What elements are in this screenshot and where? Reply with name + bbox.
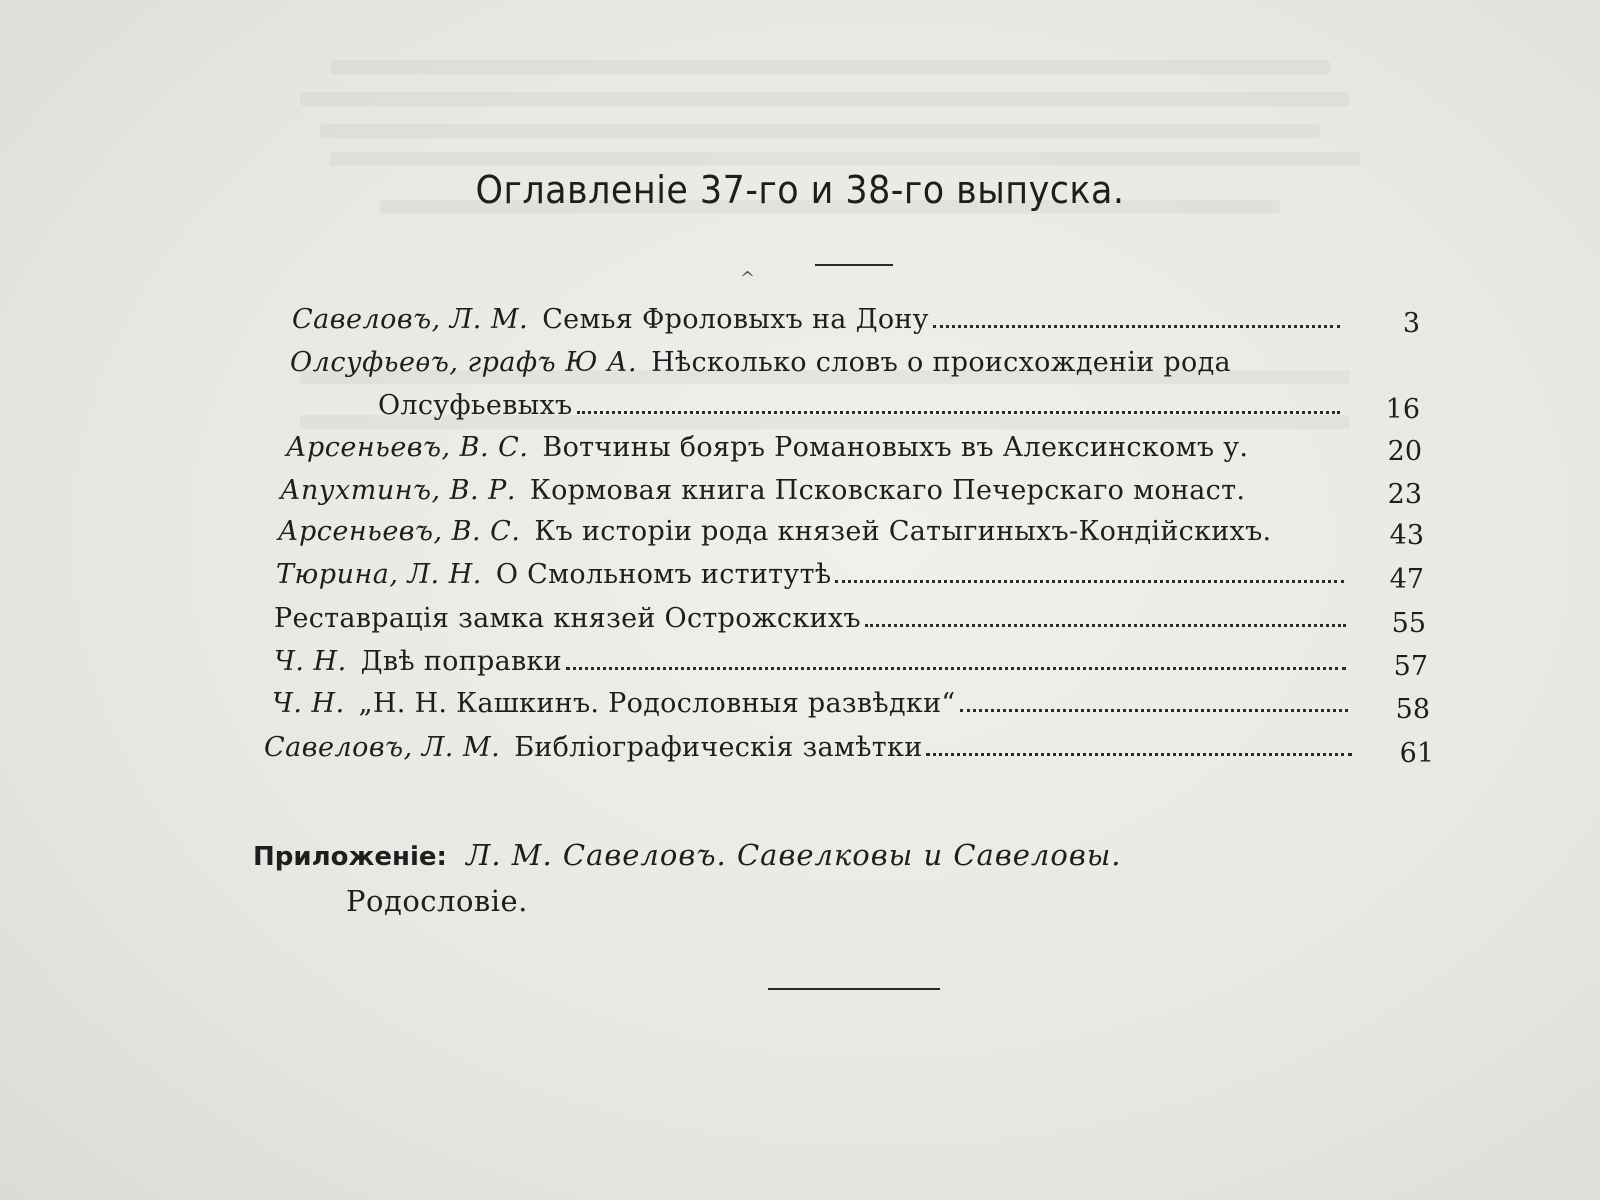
entry-author: Ч. Н. <box>272 688 345 719</box>
entry-page: 61 <box>1399 738 1434 769</box>
entry-title: Вотчины бояръ Романовыхъ въ Алексинскомъ у. <box>542 432 1249 463</box>
entry-title: „Н. Н. Кашкинъ. Родословныя развѣдки“ <box>358 688 956 719</box>
entry-title: Кормовая книга Псковскаго Печерскаго монаст. <box>529 475 1246 506</box>
entry-author: Апухтинъ, В. Р. <box>280 475 516 506</box>
entry-author: Олсуфьеѳъ, графъ Ю А. <box>290 347 638 378</box>
entry-title: Семья Фроловыхъ на Дону <box>542 304 929 335</box>
bleed-through <box>320 124 1320 138</box>
caret-mark: ^ <box>740 268 756 289</box>
page-title: Оглавленіе 37-го и 38-го выпуска. <box>475 168 1125 212</box>
entry-author: Савеловъ, Л. М. <box>264 732 501 763</box>
toc-entry <box>278 518 1348 545</box>
entry-title: Двѣ поправки <box>360 646 562 677</box>
dot-leader <box>926 753 1352 756</box>
toc-entry-continuation <box>378 392 1346 419</box>
entry-author: Ч. Н. <box>274 646 347 677</box>
bleed-through <box>330 152 1360 166</box>
toc-entry <box>274 605 1352 632</box>
entry-page: 16 <box>1385 394 1420 425</box>
dot-leader <box>960 709 1348 712</box>
entry-page: 58 <box>1395 694 1430 725</box>
entry-title-cont: Олсуфьевыхъ <box>378 390 573 421</box>
entry-page: 20 <box>1387 436 1422 467</box>
toc-entry <box>280 477 1346 504</box>
dot-leader <box>577 411 1340 414</box>
appendix-text: Л. М. Савеловъ. Савелковы и Савеловы. <box>466 838 1122 872</box>
entry-page: 55 <box>1391 608 1426 639</box>
toc-entry <box>264 734 1358 761</box>
toc-entry <box>286 434 1346 461</box>
entry-title: Реставрація замка князей Острожскихъ <box>274 603 861 634</box>
dot-leader <box>933 325 1340 328</box>
bleed-through <box>300 92 1350 106</box>
entry-title: Къ исторіи рода князей Сатыгиныхъ-Кондійскихъ. <box>534 516 1272 547</box>
dot-leader <box>865 624 1346 627</box>
entry-page: 57 <box>1393 651 1428 682</box>
entry-page: 23 <box>1387 479 1422 510</box>
entry-page: 3 <box>1402 308 1420 339</box>
entry-author: Арсеньевъ, В. С. <box>278 516 521 547</box>
toc-entry <box>290 349 1346 376</box>
toc-entry <box>292 306 1346 333</box>
entry-author: Тюрина, Л. Н. <box>276 559 482 590</box>
toc-entry <box>274 648 1352 675</box>
appendix-label: Приложеніе: <box>253 842 447 872</box>
toc-entry <box>272 690 1354 717</box>
appendix-line <box>253 838 1122 872</box>
title-divider <box>815 264 893 266</box>
entry-page: 47 <box>1389 564 1424 595</box>
bleed-through <box>330 60 1330 74</box>
appendix-text-cont: Родословіе. <box>346 884 528 918</box>
entry-title: Библіографическія замѣтки <box>514 732 923 763</box>
entry-page: 43 <box>1389 520 1424 551</box>
dot-leader <box>835 580 1344 583</box>
dot-leader <box>566 667 1346 670</box>
entry-title: Нѣсколько словъ о происхожденіи рода <box>651 347 1231 378</box>
toc-entry <box>276 561 1350 588</box>
entry-title: О Смольномъ иститутѣ <box>495 559 832 590</box>
bottom-divider <box>768 988 940 990</box>
entry-author: Арсеньевъ, В. С. <box>286 432 529 463</box>
entry-author: Савеловъ, Л. М. <box>292 304 529 335</box>
